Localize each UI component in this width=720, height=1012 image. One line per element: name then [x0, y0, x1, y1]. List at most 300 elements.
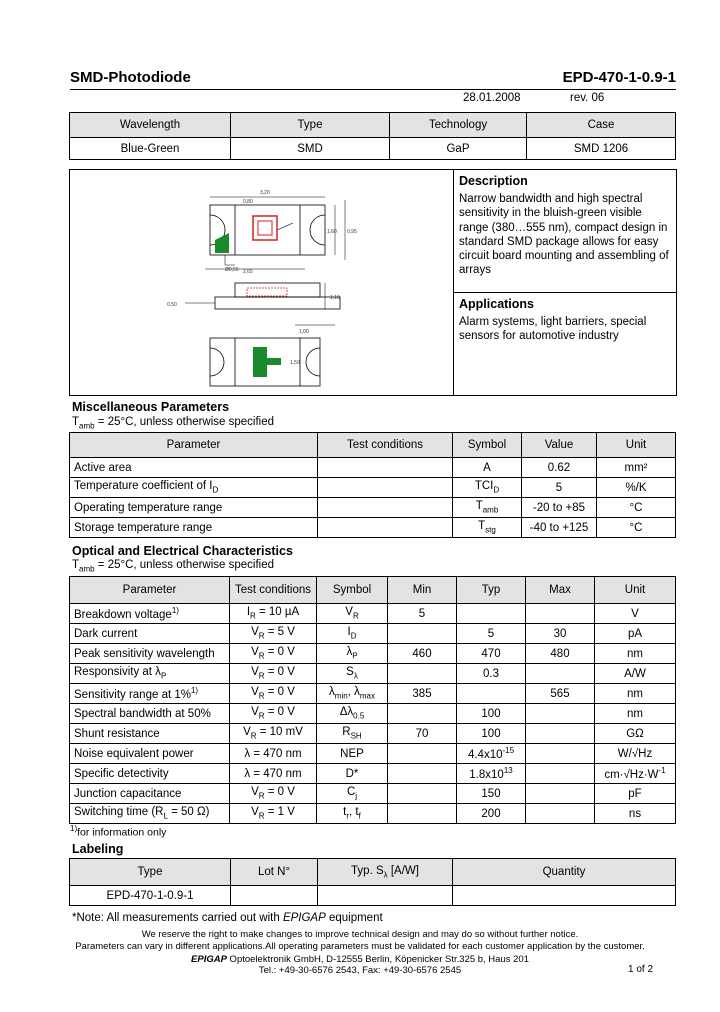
- symbol-sub: P: [352, 651, 358, 661]
- labeling-typ-tail: [A/W]: [387, 864, 419, 877]
- summary-header-row: [70, 113, 676, 138]
- symbol-text: λ: [346, 646, 353, 659]
- table-row: [70, 518, 676, 538]
- part-number: EPD-470-1-0.9-1: [562, 69, 676, 86]
- unit-text: nm: [627, 707, 643, 720]
- footnote-mark: 1): [70, 824, 78, 833]
- misc-cond-t: T: [72, 416, 80, 428]
- cond-tail: = 5 V: [264, 626, 295, 639]
- labeling-typ-text: Typ. S: [351, 864, 384, 877]
- labeling-typ: [318, 886, 453, 906]
- symbol-text: NEP: [340, 747, 364, 760]
- document-revision: rev. 06: [570, 92, 605, 104]
- misc-param: Operating temperature range: [70, 498, 318, 518]
- optical-param: [70, 744, 230, 764]
- optical-symbol: [317, 784, 388, 804]
- optical-param: [70, 684, 230, 704]
- optical-typ: [457, 664, 526, 684]
- misc-cond: [318, 498, 453, 518]
- optical-param: [70, 664, 230, 684]
- optical-cond: [230, 764, 317, 784]
- summary-case: SMD 1206: [527, 138, 676, 160]
- optical-unit: [595, 664, 676, 684]
- anode-pad-marker: [215, 233, 229, 253]
- misc-symbol: [453, 518, 522, 538]
- labeling-row: [70, 886, 676, 906]
- page-number: 1 of 2: [628, 964, 654, 975]
- labeling-header-type: Type: [70, 859, 231, 886]
- optical-cond: [230, 664, 317, 684]
- dim-pad: 1,00: [299, 329, 309, 335]
- optical-header-min: Min: [388, 577, 457, 604]
- labeling-quantity: [453, 886, 676, 906]
- optical-cond: [230, 804, 317, 824]
- optical-typ: [457, 684, 526, 704]
- optical-param: [70, 784, 230, 804]
- misc-table: [69, 432, 676, 538]
- optical-cond-sub: amb: [79, 564, 95, 574]
- dim-height: 1,10: [330, 295, 340, 301]
- symbol-text: R: [342, 726, 351, 739]
- bottom-pad-marker: [253, 347, 281, 377]
- bottom-view: [210, 325, 335, 386]
- typ-text: 470: [481, 647, 501, 660]
- optical-symbol: [317, 604, 388, 624]
- table-row: [70, 784, 676, 804]
- misc-value: 0.62: [522, 458, 597, 478]
- misc-cond: [318, 478, 453, 498]
- misc-header-parameter: Parameter: [70, 433, 318, 458]
- optical-cond: [230, 684, 317, 704]
- misc-symbol-sub: stg: [485, 525, 496, 535]
- cond-text: I: [246, 606, 251, 619]
- unit-text: W/√Hz: [617, 747, 653, 760]
- optical-max: [526, 724, 595, 744]
- cond-text: V: [251, 646, 259, 659]
- note-suffix: equipment: [325, 912, 383, 924]
- optical-param: [70, 624, 230, 644]
- cond-text: λ = 470 nm: [244, 767, 302, 780]
- misc-cond-sub: amb: [79, 421, 95, 431]
- description-text: Narrow bandwidth and high spectral sensitivity in the bluish-green visible range (380…555 nm), compact design in standard SMD package allows for easy circuit board mounting and assembling of arrays: [459, 193, 669, 277]
- labeling-header-lot: Lot N°: [231, 859, 318, 886]
- misc-cond: [318, 518, 453, 538]
- description-heading: Description: [459, 174, 528, 188]
- optical-unit: [595, 804, 676, 824]
- optical-symbol: [317, 744, 388, 764]
- labeling-lot: [231, 886, 318, 906]
- optical-typ: [457, 744, 526, 764]
- side-view: [185, 269, 340, 309]
- optical-min: [388, 744, 457, 764]
- optical-param: [70, 704, 230, 724]
- cond-tail: = 10 µA: [255, 606, 300, 619]
- symbol-sub: r: [346, 811, 350, 821]
- symbol-sub: D: [350, 631, 357, 641]
- optical-table: [69, 576, 676, 824]
- summary-header-case: Case: [527, 113, 676, 138]
- box-divider-h: [453, 292, 676, 293]
- optical-cond: [230, 604, 317, 624]
- unit-text: nm: [627, 687, 643, 700]
- labeling-header-typ: [318, 859, 453, 886]
- misc-header-value: Value: [522, 433, 597, 458]
- labeling-heading: Labeling: [72, 842, 124, 856]
- param-text: Spectral bandwidth at 50%: [74, 707, 211, 720]
- optical-min: [388, 764, 457, 784]
- cond-sub: R: [258, 671, 265, 681]
- unit-text: cm·√Hz·W: [604, 768, 659, 781]
- typ-text: 150: [481, 787, 501, 800]
- optical-min: 5: [388, 604, 457, 624]
- optical-typ: [457, 784, 526, 804]
- param-text: Dark current: [74, 627, 138, 640]
- misc-param: Storage temperature range: [70, 518, 318, 538]
- note-brand: EPIGAP: [282, 912, 326, 924]
- package-drawing: [165, 175, 455, 390]
- cond-sub: R: [250, 731, 257, 741]
- cond-text: V: [251, 786, 259, 799]
- table-row: [70, 604, 676, 624]
- optical-cond: [230, 724, 317, 744]
- optical-min: [388, 804, 457, 824]
- optical-typ: [457, 704, 526, 724]
- optical-header-typ: Typ: [457, 577, 526, 604]
- optical-param: [70, 804, 230, 824]
- optical-min: [388, 704, 457, 724]
- labeling-header-quantity: Quantity: [453, 859, 676, 886]
- misc-unit: °C: [597, 498, 676, 518]
- param-sup: 1): [171, 606, 179, 616]
- optical-typ: [457, 644, 526, 664]
- optical-cond: [230, 744, 317, 764]
- optical-cond: [230, 784, 317, 804]
- misc-header-row: [70, 433, 676, 458]
- misc-header-symbol: Symbol: [453, 433, 522, 458]
- typ-text: 0.3: [483, 667, 499, 680]
- symbol-text-2: , λ: [347, 686, 360, 699]
- misc-unit: mm²: [597, 458, 676, 478]
- optical-max: 565: [526, 684, 595, 704]
- optical-header-parameter: Parameter: [70, 577, 230, 604]
- summary-row: [70, 138, 676, 160]
- summary-type: SMD: [231, 138, 390, 160]
- optical-cond: [230, 624, 317, 644]
- optical-cond: [230, 704, 317, 724]
- dim-length: 3,20: [260, 190, 270, 196]
- misc-param-sub: D: [212, 485, 219, 495]
- table-row: [70, 804, 676, 824]
- summary-header-technology: Technology: [390, 113, 527, 138]
- top-view: [210, 197, 345, 265]
- table-row: [70, 478, 676, 498]
- symbol-text: Δλ: [339, 706, 354, 719]
- footer-line-3: [0, 954, 720, 965]
- param-text: Switching time (R: [74, 806, 164, 819]
- dim-chip: 0,80: [243, 199, 253, 205]
- cond-text: V: [251, 806, 259, 819]
- misc-param-text: Temperature coefficient of I: [74, 480, 213, 493]
- measurement-note: [72, 912, 383, 924]
- cond-tail: = 0 V: [264, 786, 295, 799]
- unit-text: nm: [627, 647, 643, 660]
- unit-sup: -1: [658, 766, 666, 776]
- symbol-sub-2: max: [359, 691, 375, 701]
- misc-param: [70, 478, 318, 498]
- optical-unit: [595, 724, 676, 744]
- cond-text: V: [251, 666, 259, 679]
- misc-cond-text: = 25°C, unless otherwise specified: [94, 416, 275, 428]
- unit-text: V: [631, 607, 639, 620]
- optical-symbol: [317, 624, 388, 644]
- labeling-typ-sub: λ: [383, 870, 388, 880]
- footnote: [70, 824, 166, 839]
- summary-header-type: Type: [231, 113, 390, 138]
- optical-param: [70, 764, 230, 784]
- dim-inner: 2,65: [243, 269, 253, 275]
- note-prefix: *Note: All measurements carried out with: [72, 912, 283, 924]
- optical-cond-text: = 25°C, unless otherwise specified: [94, 559, 275, 571]
- optical-typ: [457, 624, 526, 644]
- misc-symbol-sub: D: [493, 485, 500, 495]
- optical-symbol: [317, 764, 388, 784]
- param-text: Responsivity at λ: [74, 666, 161, 679]
- optical-max: [526, 664, 595, 684]
- optical-typ: [457, 724, 526, 744]
- applications-text: Alarm systems, light barriers, special sensors for automotive industry: [459, 316, 647, 343]
- cond-tail: = 0 V: [264, 686, 295, 699]
- param-text: Sensitivity range at 1%: [74, 688, 191, 701]
- optical-min: [388, 664, 457, 684]
- unit-text: ns: [628, 807, 642, 820]
- footnote-text: for information only: [77, 826, 167, 839]
- optical-cond: [230, 644, 317, 664]
- table-row: [70, 624, 676, 644]
- footer-line-1: We reserve the right to make changes to improve technical design and may do so without further notice.: [141, 929, 579, 940]
- table-row: [70, 764, 676, 784]
- param-text: Breakdown voltage: [74, 608, 172, 621]
- dim-pad-width: 1,50: [290, 360, 300, 366]
- param-text: Shunt resistance: [74, 727, 160, 740]
- misc-symbol-sub: amb: [482, 505, 499, 515]
- document-title: SMD-Photodiode: [70, 69, 191, 86]
- optical-heading: Optical and Electrical Characteristics: [72, 544, 293, 558]
- symbol-sub: SH: [350, 731, 362, 741]
- optical-unit: [595, 784, 676, 804]
- optical-unit: [595, 764, 676, 784]
- description-section: [459, 174, 674, 278]
- typ-text: 4.4x10: [467, 748, 503, 761]
- summary-technology: GaP: [390, 138, 527, 160]
- symbol-text: D*: [345, 767, 359, 780]
- applications-heading: Applications: [459, 297, 535, 311]
- optical-min: 385: [388, 684, 457, 704]
- optical-param: [70, 604, 230, 624]
- labeling-type: EPD-470-1-0.9-1: [70, 886, 231, 906]
- optical-max: [526, 704, 595, 724]
- optical-max: 480: [526, 644, 595, 664]
- param-sup: 1): [190, 686, 199, 696]
- optical-unit: [595, 744, 676, 764]
- optical-symbol: [317, 664, 388, 684]
- optical-min: [388, 784, 457, 804]
- labeling-table: [69, 858, 676, 906]
- optical-param: [70, 644, 230, 664]
- cond-sub: R: [258, 811, 265, 821]
- optical-unit: [595, 704, 676, 724]
- misc-symbol: A: [453, 458, 522, 478]
- typ-text: 5: [487, 627, 495, 640]
- misc-value: -20 to +85: [522, 498, 597, 518]
- typ-text: 1.8x10: [469, 768, 504, 781]
- cond-sub: R: [258, 651, 265, 661]
- footer-line-2: Parameters can vary in different applications.All operating parameters must be validated for each customer application by the customer.: [75, 941, 645, 952]
- document-date: 28.01.2008: [463, 92, 521, 104]
- typ-sup: -15: [502, 746, 515, 756]
- header-rule: [70, 89, 676, 90]
- symbol-text-2: , t: [349, 806, 359, 819]
- footer-address: Optoelektronik GmbH, D-12555 Berlin, Köpenicker Str.325 b, Haus 201: [226, 954, 529, 965]
- summary-wavelength: Blue-Green: [70, 138, 231, 160]
- applications-section: [459, 297, 674, 344]
- symbol-sub: 0.5: [353, 711, 365, 721]
- cond-sub: R: [258, 711, 265, 721]
- misc-symbol-text: TCI: [474, 480, 494, 493]
- dim-width-total: 0,95: [347, 229, 357, 235]
- optical-typ: [457, 804, 526, 824]
- optical-param: [70, 724, 230, 744]
- cond-tail: = 10 mV: [256, 726, 303, 739]
- table-row: [70, 458, 676, 478]
- misc-symbol-text: T: [478, 520, 486, 533]
- misc-param: Active area: [70, 458, 318, 478]
- table-row: [70, 684, 676, 704]
- cond-text: V: [251, 706, 259, 719]
- table-row: [70, 498, 676, 518]
- cond-tail: = 0 V: [264, 706, 295, 719]
- optical-body: [70, 604, 676, 824]
- optical-header-max: Max: [526, 577, 595, 604]
- cond-tail: = 0 V: [264, 666, 295, 679]
- cond-text: V: [251, 686, 259, 699]
- optical-max: [526, 804, 595, 824]
- unit-text: A/W: [624, 667, 646, 680]
- cond-text: V: [243, 726, 251, 739]
- symbol-text: S: [346, 666, 354, 679]
- param-text: Specific detectivity: [74, 767, 169, 780]
- cond-sub: R: [258, 791, 265, 801]
- footer-brand: EPIGAP: [191, 954, 227, 965]
- optical-min: 460: [388, 644, 457, 664]
- optical-max: [526, 604, 595, 624]
- optical-symbol: [317, 644, 388, 664]
- typ-text: 100: [481, 707, 501, 720]
- unit-text: pF: [628, 787, 642, 800]
- optical-unit: [595, 684, 676, 704]
- param-tail: = 50 Ω): [167, 806, 210, 819]
- misc-symbol: [453, 478, 522, 498]
- cond-tail: = 0 V: [264, 646, 295, 659]
- symbol-sub-2: f: [358, 811, 361, 821]
- symbol-sub: R: [352, 611, 359, 621]
- cond-text: λ = 470 nm: [244, 747, 302, 760]
- misc-conditions: [72, 416, 274, 430]
- typ-text: 200: [481, 807, 501, 820]
- cond-sub: R: [250, 611, 256, 621]
- misc-value: 5: [522, 478, 597, 498]
- misc-symbol-text: T: [475, 500, 483, 513]
- optical-unit: [595, 604, 676, 624]
- optical-conditions: [72, 559, 274, 573]
- misc-unit: °C: [597, 518, 676, 538]
- symbol-text: I: [347, 626, 351, 639]
- param-text: Junction capacitance: [74, 787, 182, 800]
- misc-header-conditions: Test conditions: [318, 433, 453, 458]
- param-sub: P: [160, 671, 167, 681]
- optical-max: 30: [526, 624, 595, 644]
- optical-header-symbol: Symbol: [317, 577, 388, 604]
- misc-cond: [318, 458, 453, 478]
- table-row: [70, 724, 676, 744]
- optical-typ: [457, 764, 526, 784]
- symbol-sub: j: [355, 791, 358, 801]
- summary-header-wavelength: Wavelength: [70, 113, 231, 138]
- cond-tail: = 1 V: [264, 806, 295, 819]
- labeling-header-row: [70, 859, 676, 886]
- symbol-text: t: [343, 806, 347, 819]
- optical-symbol: [317, 704, 388, 724]
- optical-symbol: [317, 804, 388, 824]
- dim-width: 1,60: [327, 229, 337, 235]
- symbol-sub: λ: [353, 671, 358, 681]
- cond-text: V: [251, 626, 259, 639]
- optical-header-unit: Unit: [595, 577, 676, 604]
- footer-line-4: Tel.: +49-30-6576 2543, Fax: +49-30-6576 2545: [258, 965, 462, 976]
- cond-sub: R: [258, 691, 265, 701]
- package-info-box: [69, 169, 677, 396]
- optical-min: [388, 624, 457, 644]
- symbol-text: C: [346, 786, 356, 799]
- typ-text: 100: [481, 727, 501, 740]
- param-sub: L: [163, 811, 168, 821]
- symbol-text: V: [345, 606, 353, 619]
- optical-unit: [595, 624, 676, 644]
- optical-cond-t: T: [72, 559, 80, 571]
- table-row: [70, 704, 676, 724]
- optical-max: [526, 744, 595, 764]
- optical-min: 70: [388, 724, 457, 744]
- table-row: [70, 644, 676, 664]
- typ-sup: 13: [503, 766, 513, 776]
- optical-typ: [457, 604, 526, 624]
- misc-heading: Miscellaneous Parameters: [72, 400, 230, 414]
- optical-header-conditions: Test conditions: [230, 577, 317, 604]
- unit-text: pA: [627, 627, 643, 640]
- unit-text: GΩ: [626, 727, 644, 740]
- table-row: [70, 664, 676, 684]
- optical-max: [526, 764, 595, 784]
- param-text: Peak sensitivity wavelength: [74, 647, 215, 660]
- optical-symbol: [317, 724, 388, 744]
- optical-max: [526, 784, 595, 804]
- optical-header-row: [70, 577, 676, 604]
- param-text: Noise equivalent power: [74, 747, 194, 760]
- misc-symbol: [453, 498, 522, 518]
- optical-symbol: [317, 684, 388, 704]
- misc-header-unit: Unit: [597, 433, 676, 458]
- table-row: [70, 744, 676, 764]
- cond-sub: R: [258, 631, 265, 641]
